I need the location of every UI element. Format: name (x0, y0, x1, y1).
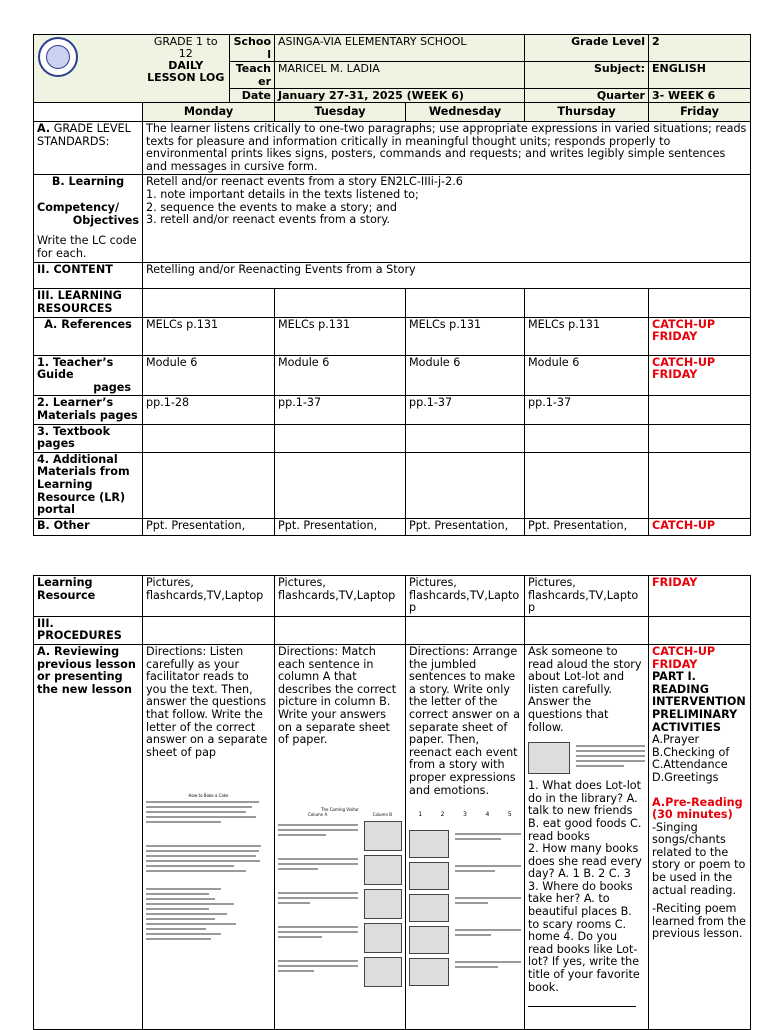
grade-standards-label-cell (34, 122, 143, 175)
references-mon: MELCs p.131 (143, 317, 275, 355)
textbook-wed (406, 424, 525, 452)
friday-catch-up: CATCH-UP FRIDAY (652, 644, 716, 671)
teachers-guide-thu: Module 6 (525, 355, 649, 396)
learners-materials-mon: pp.1-28 (143, 396, 275, 424)
grade-standards-text: The learner listens critically to one-two paragraphs; use appropriate expressions in varied situations; reads texts for pleasure and information critically in meaningful thought units; responds properly to environmental prints likes signs, posters, commands and requests; and writes legibly simple sentences and messages in cursive form. (143, 122, 751, 175)
additional-materials-label: 4. Additional Materials from Learning Resource (LR) portal (34, 452, 143, 518)
textbook-mon (143, 424, 275, 452)
friday-pre-reading: A.Pre-Reading (30 minutes) (652, 795, 743, 822)
reviewing-friday-cell (649, 644, 751, 1029)
resources-thu (525, 289, 649, 317)
learners-materials-tue: pp.1-37 (275, 396, 406, 424)
wednesday-num-4: 4 (485, 811, 490, 819)
learning-resource-tue: Pictures, flashcards,TV,Laptop (275, 576, 406, 617)
other-resources-tue: Ppt. Presentation, (275, 518, 406, 535)
resources-mon (143, 289, 275, 317)
doc-title: DAILY LESSON LOG (147, 59, 225, 84)
references-fri: CATCH-UP FRIDAY (649, 317, 751, 355)
friday-part-title: PART I. READING INTERVENTION PRELIMINARY ACTIVITIES (652, 670, 746, 734)
teacher-value: MARICEL M. LADIA (275, 62, 525, 89)
learners-materials-label: 2. Learner’s Materials pages (34, 396, 143, 424)
additional-materials-thu (525, 452, 649, 518)
deped-seal-cell (34, 35, 143, 103)
days-corner (34, 103, 143, 122)
quarter-value: 3- WEEK 6 (649, 89, 751, 103)
other-resources-fri: CATCH-UP (649, 518, 751, 535)
deped-seal-logo (38, 37, 78, 77)
reviewing-tuesday-text: Directions: Match each sentence in column A that describes the correct picture in column B. Write your answers on a separate sheet of paper. (278, 644, 397, 747)
day-wednesday: Wednesday (406, 103, 525, 122)
procedures-mon (143, 616, 275, 644)
day-monday: Monday (143, 103, 275, 122)
competency-label-4: Write the LC code for each. (37, 234, 137, 260)
wednesday-num-1: 1 (418, 811, 423, 819)
teachers-guide-label-2: pages (93, 380, 131, 394)
competency-label-1: B. Learning (51, 175, 125, 189)
textbook-label: 3. Textbook pages (34, 424, 143, 452)
reviewing-tuesday-cell (275, 644, 406, 1029)
tuesday-worksheet-title: The Coming Visitor (321, 806, 359, 812)
day-tuesday: Tuesday (275, 103, 406, 122)
resources-label: III. LEARNING RESOURCES (34, 289, 143, 317)
other-resources-mon: Ppt. Presentation, (143, 518, 275, 535)
teachers-guide-fri: CATCH-UP FRIDAY (649, 355, 751, 396)
reviewing-thursday-cell (525, 644, 649, 1029)
friday-reciting: -Reciting poem learned from the previous lesson. (652, 902, 746, 941)
doc-title-cell (143, 35, 230, 103)
lesson-log-table-page2 (33, 575, 751, 1030)
day-thursday: Thursday (525, 103, 649, 122)
reviewing-monday-text: Directions: Listen carefully as your facilitator reads to you the text. Then, answer the questions that follow. Write the letter of the correct answer on a separate sheet of pap (146, 644, 268, 759)
resources-fri (649, 289, 751, 317)
learners-materials-fri (649, 396, 751, 424)
reviewing-monday-cell (143, 644, 275, 1029)
procedures-fri (649, 616, 751, 644)
wednesday-worksheet-image (409, 809, 521, 986)
additional-materials-tue (275, 452, 406, 518)
teachers-guide-mon: Module 6 (143, 355, 275, 396)
date-value: January 27-31, 2025 (WEEK 6) (275, 89, 525, 103)
subject-label: Subject: (525, 62, 649, 89)
other-resources-thu: Ppt. Presentation, (525, 518, 649, 535)
friday-singing: -Singing songs/chants related to the story or poem to be used in the actual reading. (652, 820, 746, 897)
teachers-guide-label-1: 1. Teacher’s Guide (37, 355, 114, 382)
resources-tue (275, 289, 406, 317)
grade-level-label: Grade Level (525, 35, 649, 62)
reviewing-wednesday-text: Directions: Arrange the jumbled sentences to make a story. Write only the letter of the correct answer on a separate sheet of paper. Then, reenact each event from a story with proper expressions and emotions. (409, 644, 521, 797)
reviewing-lesson-label: A. Reviewing previous lesson or presenting the new lesson (34, 644, 143, 1029)
learners-materials-thu: pp.1-37 (525, 396, 649, 424)
additional-materials-mon (143, 452, 275, 518)
wednesday-num-3: 3 (463, 811, 467, 819)
school-value: ASINGA-VIA ELEMENTARY SCHOOL (275, 35, 525, 62)
procedures-thu (525, 616, 649, 644)
teachers-guide-label-cell (34, 355, 143, 396)
reviewing-wednesday-cell (406, 644, 525, 1029)
textbook-fri (649, 424, 751, 452)
other-resources-wed: Ppt. Presentation, (406, 518, 525, 535)
wednesday-number-row (409, 809, 521, 822)
references-label: A. References (34, 317, 143, 355)
thursday-answer-line (528, 994, 636, 1007)
grade-standards-prefix: A. (37, 122, 51, 135)
textbook-thu (525, 424, 649, 452)
teacher-label: Teacher (230, 62, 275, 89)
resources-wed (406, 289, 525, 317)
lesson-log-table-page1 (33, 34, 751, 536)
friday-activities-list: A.Prayer B.Checking of C.Attendance D.Greetings (652, 733, 730, 784)
thursday-story-image (528, 742, 645, 774)
quarter-label: Quarter (525, 89, 649, 103)
content-label: II. CONTENT (34, 263, 143, 289)
subject-value: ENGLISH (649, 62, 751, 89)
procedures-tue (275, 616, 406, 644)
wednesday-num-2: 2 (440, 811, 445, 819)
competency-label-cell (34, 175, 143, 263)
procedures-wed (406, 616, 525, 644)
references-tue: MELCs p.131 (275, 317, 406, 355)
competency-label-3: Objectives (72, 213, 139, 227)
monday-worksheet-image (146, 793, 271, 940)
competency-label-2: Competency/ (37, 200, 120, 214)
competency-text: Retell and/or reenact events from a story EN2LC-IIIi-j-2.6 1. note important details in the texts listened to; 2. sequence the events to make a story; and 3. retell and/or reenact events from a story. (143, 175, 751, 263)
wednesday-num-5: 5 (507, 811, 512, 819)
grade-range: GRADE 1 to 12 (153, 35, 218, 60)
tuesday-column-a: Column A (308, 811, 328, 817)
additional-materials-fri (649, 452, 751, 518)
procedures-label: III. PROCEDURES (34, 616, 143, 644)
day-friday: Friday (649, 103, 751, 122)
teachers-guide-tue: Module 6 (275, 355, 406, 396)
references-thu: MELCs p.131 (525, 317, 649, 355)
learning-resource-fri: FRIDAY (649, 576, 751, 617)
date-label: Date (230, 89, 275, 103)
references-wed: MELCs p.131 (406, 317, 525, 355)
teachers-guide-wed: Module 6 (406, 355, 525, 396)
grade-standards-label: GRADE LEVEL STANDARDS: (37, 122, 131, 148)
learners-materials-wed: pp.1-37 (406, 396, 525, 424)
learning-resource-thu: Pictures, flashcards,TV,Lapto p (525, 576, 649, 617)
reviewing-thursday-questions: 1. What does Lot-lot do in the library? A. talk to new friends B. eat good foods C. read books 2. How many books does she read every day? A. 1 B. 2 C. 3 3. Where do books take her? A. to beautiful places B. to scary rooms C. home 4. Do you read books like Lot-lot? If yes, write the title of your favorite book. (528, 779, 642, 994)
reviewing-thursday-intro: Ask someone to read aloud the story about Lot-lot and listen carefully. Answer the questions that follow. (528, 644, 642, 734)
learning-resource-label: Learning Resource (34, 576, 143, 617)
grade-level-value: 2 (649, 35, 751, 62)
content-text: Retelling and/or Reenacting Events from a Story (143, 263, 751, 289)
learning-resource-mon: Pictures, flashcards,TV,Laptop (143, 576, 275, 617)
learning-resource-wed: Pictures, flashcards,TV,Lapto p (406, 576, 525, 617)
tuesday-worksheet-image (278, 807, 402, 987)
textbook-tue (275, 424, 406, 452)
monday-worksheet-title: How to Bake a Cake (188, 793, 229, 799)
school-label: School (230, 35, 275, 62)
additional-materials-wed (406, 452, 525, 518)
other-resources-label: B. Other (34, 518, 143, 535)
tuesday-column-b: Column B (372, 811, 392, 817)
